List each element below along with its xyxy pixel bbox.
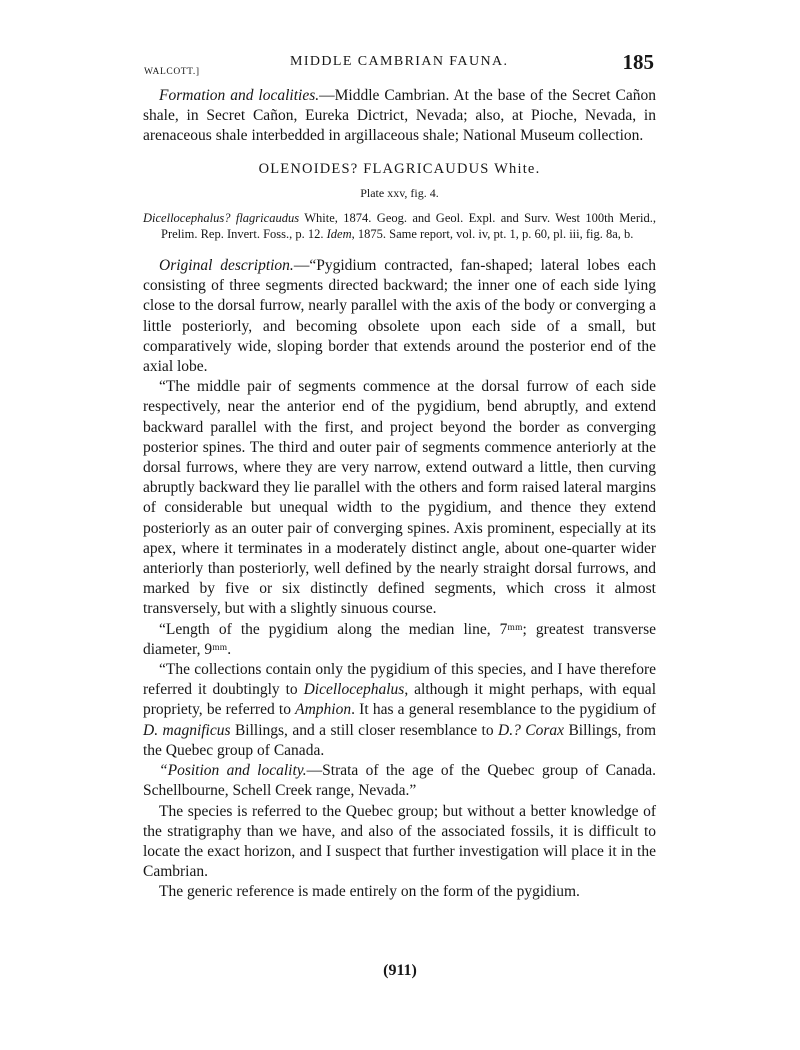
folio-number: (911) xyxy=(383,962,417,979)
synonym-idem: Idem xyxy=(326,227,352,242)
description-paragraph-3: “Length of the pygidium along the median line, 7ᵐᵐ; greatest transverse diameter, 9ᵐᵐ. xyxy=(143,620,656,658)
page-header xyxy=(140,50,660,82)
formation-lead: Formation and localities. xyxy=(159,87,320,104)
formation-paragraph xyxy=(143,86,656,147)
description-text-4d: Billings, and a still closer resemblance to xyxy=(230,721,499,739)
running-author: WALCOTT.] xyxy=(144,67,200,77)
running-title: MIDDLE CAMBRIAN FAUNA. xyxy=(290,54,509,69)
genus-dicellocephalus: Dicellocephalus xyxy=(303,681,405,699)
page-number: 185 xyxy=(622,50,654,74)
plate-reference: Plate xxv, fig. 4. xyxy=(360,185,439,200)
description-lead: Original description. xyxy=(159,257,294,275)
description-text-4b: , although it might perhaps, with equal propriety, be referred to xyxy=(143,681,656,719)
formation-text: —Middle Cambrian. At the base of the Secret Cañon shale, in Secret Cañon, Eureka Dictrict, Nevada; also, at Pioche, Nevada, in arenaceous shale interbedded in argillaceous shale; National Museum collection. xyxy=(143,87,656,145)
description-paragraph-2: “The middle pair of segments commence at the dorsal furrow of each side respectively, near the anterior end of the pygidium, bend abruptly, and extend backward parallel with the first, and project beyond the border as converging posterior spines. The third and outer pair of segments commence anteriorly at the dorsal furrows, where they are very narrow, extend outward a little, then curving abruptly backward they lie parallel with the others and form raised lateral margins of considerable but unequal width to the pygidium, and thence they extend posteriorly as an outer pair of converging spines. Axis prominent, especially at its apex, where it terminates in a moderately distinct angle, about one-quarter wider anteriorly than posteriorly, well defined by the nearly straight dorsal furrows, and marked by five or six distinctly defined segments, which cross it almost transversely, but with a slightly sinuous course. xyxy=(143,378,656,618)
position-locality-paragraph xyxy=(143,761,656,801)
genus-amphion: Amphion xyxy=(295,701,352,719)
species-magnificus: D. magnificus xyxy=(143,721,231,739)
description-paragraph-4 xyxy=(143,660,656,761)
position-lead: “Position and locality. xyxy=(159,762,307,780)
description-paragraph-1 xyxy=(143,256,656,377)
species-corax: D.? Corax xyxy=(498,721,565,739)
remarks-paragraph-1: The species is referred to the Quebec group; but without a better knowledge of the stratigraphy than we have, and also of the associated fossils, it is difficult to locate the exact horizon, and I suspect that further investigation will place it in the Cambrian. xyxy=(143,802,656,881)
species-heading: OLENOIDES? FLAGRICAUDUS White. xyxy=(258,160,541,177)
position-text: —Strata of the age of the Quebec group of Canada. Schellbourne, Schell Creek range, Nevada.” xyxy=(143,762,656,800)
synonym-citation: White, 1874. Geog. and Geol. Expl. and Surv. West 100th Merid., Prelim. Rep. Invert. Foss., p. 12. xyxy=(161,211,656,242)
description-text-4c: . It has a general resemblance to the pygidium of xyxy=(351,701,657,719)
synonym-name: Dicellocephalus? flagricaudus xyxy=(143,211,300,226)
remarks-paragraph-2: The generic reference is made entirely on the form of the pygidium. xyxy=(159,883,580,901)
description-text-1: —“Pygidium contracted, fan-shaped; lateral lobes each consisting of three segments directed backward; the inner one of each side lying close to the dorsal furrow, nearly parallel with the axis of the body or converging a little posteriorly, and becoming obsolete upon each side of a small, but comparatively wide, sloping border that extends around the posterior end of the axial lobe. xyxy=(143,257,656,376)
page-body xyxy=(143,86,656,903)
synonymy-entry xyxy=(143,210,656,242)
synonym-citation-2: , 1875. Same report, vol. iv, pt. 1, p. 60, pl. iii, fig. 8a, b. xyxy=(351,227,634,242)
description-text-4e: Billings, from the Quebec group of Canada. xyxy=(143,721,656,759)
description-text-4a: “The collections contain only the pygidium of this species, and I have therefore referred it doubtingly to xyxy=(143,661,656,699)
